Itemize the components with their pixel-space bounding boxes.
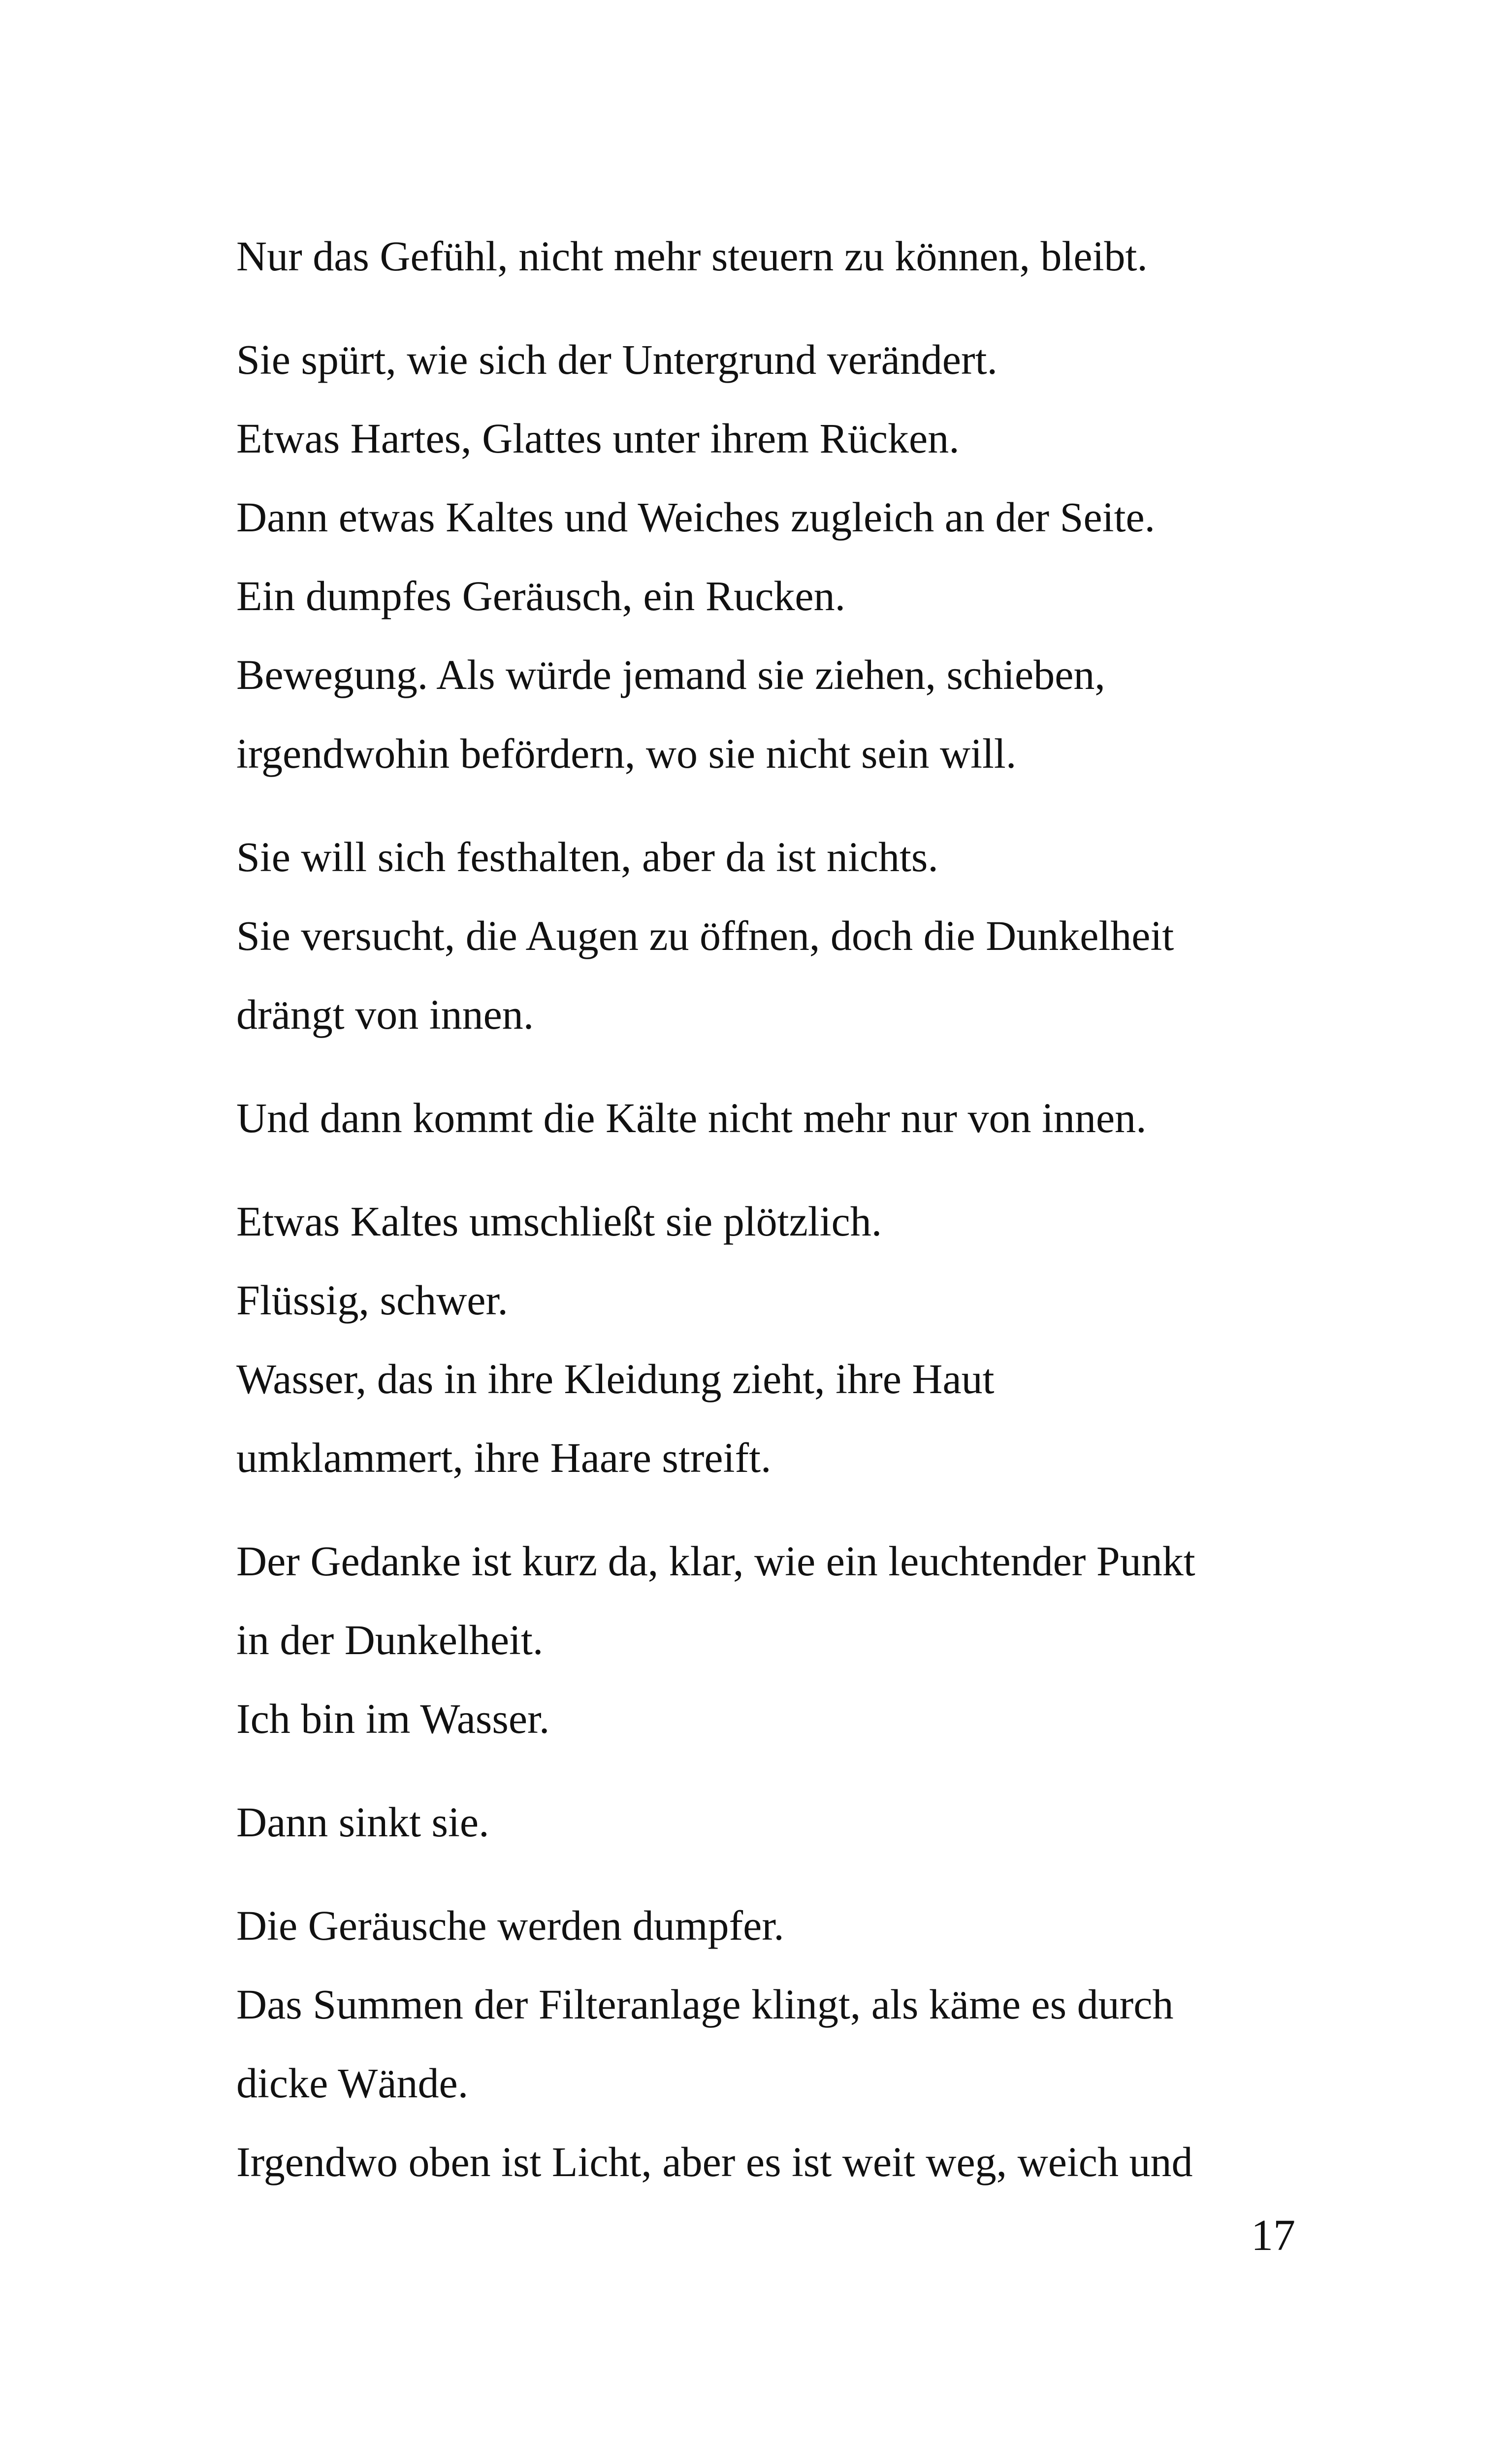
text-line: Nur das Gefühl, nicht mehr steuern zu können, bleibt. (236, 232, 1148, 280)
text-line: Sie versucht, die Augen zu öffnen, doch die Dunkelheit (236, 912, 1174, 959)
text-line: Bewegung. Als würde jemand sie ziehen, schieben, (236, 651, 1105, 698)
text-line: Ein dumpfes Geräusch, ein Rucken. (236, 572, 846, 619)
text-line: Die Geräusche werden dumpfer. (236, 1902, 784, 1949)
text-line: in der Dunkelheit. (236, 1616, 544, 1663)
paragraph-3 (236, 817, 1319, 1054)
paragraph-2 (236, 320, 1319, 793)
paragraph-6 (236, 1522, 1319, 1758)
text-line: irgendwohin befördern, wo sie nicht sein will. (236, 730, 1017, 777)
text-line: Der Gedanke ist kurz da, klar, wie ein leuchtender Punkt (236, 1537, 1195, 1585)
paragraph-1 (236, 217, 1319, 295)
text-line: Irgendwo oben ist Licht, aber es ist weit weg, weich und (236, 2138, 1193, 2185)
text-line: Sie will sich festhalten, aber da ist nichts. (236, 833, 938, 880)
text-line: Dann etwas Kaltes und Weiches zugleich an der Seite. (236, 493, 1156, 541)
text-line: Ich bin im Wasser. (236, 1695, 550, 1742)
text-line: dicke Wände. (236, 2059, 469, 2107)
paragraph-8 (236, 1886, 1319, 2201)
text-line: Sie spürt, wie sich der Untergrund verändert. (236, 336, 997, 383)
text-line: Wasser, das in ihre Kleidung zieht, ihre Haut (236, 1355, 995, 1402)
text-line: drängt von innen. (236, 991, 534, 1038)
text-line: Flüssig, schwer. (236, 1276, 508, 1324)
paragraph-5 (236, 1182, 1319, 1497)
text-line: Etwas Kaltes umschließt sie plötzlich. (236, 1198, 882, 1245)
text-line: Etwas Hartes, Glattes unter ihrem Rücken. (236, 415, 960, 462)
text-line: Und dann kommt die Kälte nicht mehr nur von innen. (236, 1094, 1147, 1141)
text-line: Das Summen der Filteranlage klingt, als käme es durch (236, 1981, 1174, 2028)
paragraph-4 (236, 1078, 1319, 1157)
text-line: umklammert, ihre Haare streift. (236, 1434, 772, 1481)
page-number: 17 (1251, 2211, 1295, 2260)
paragraph-7 (236, 1783, 1319, 1861)
body-text (236, 217, 1319, 2201)
text-line: Dann sinkt sie. (236, 1798, 489, 1846)
